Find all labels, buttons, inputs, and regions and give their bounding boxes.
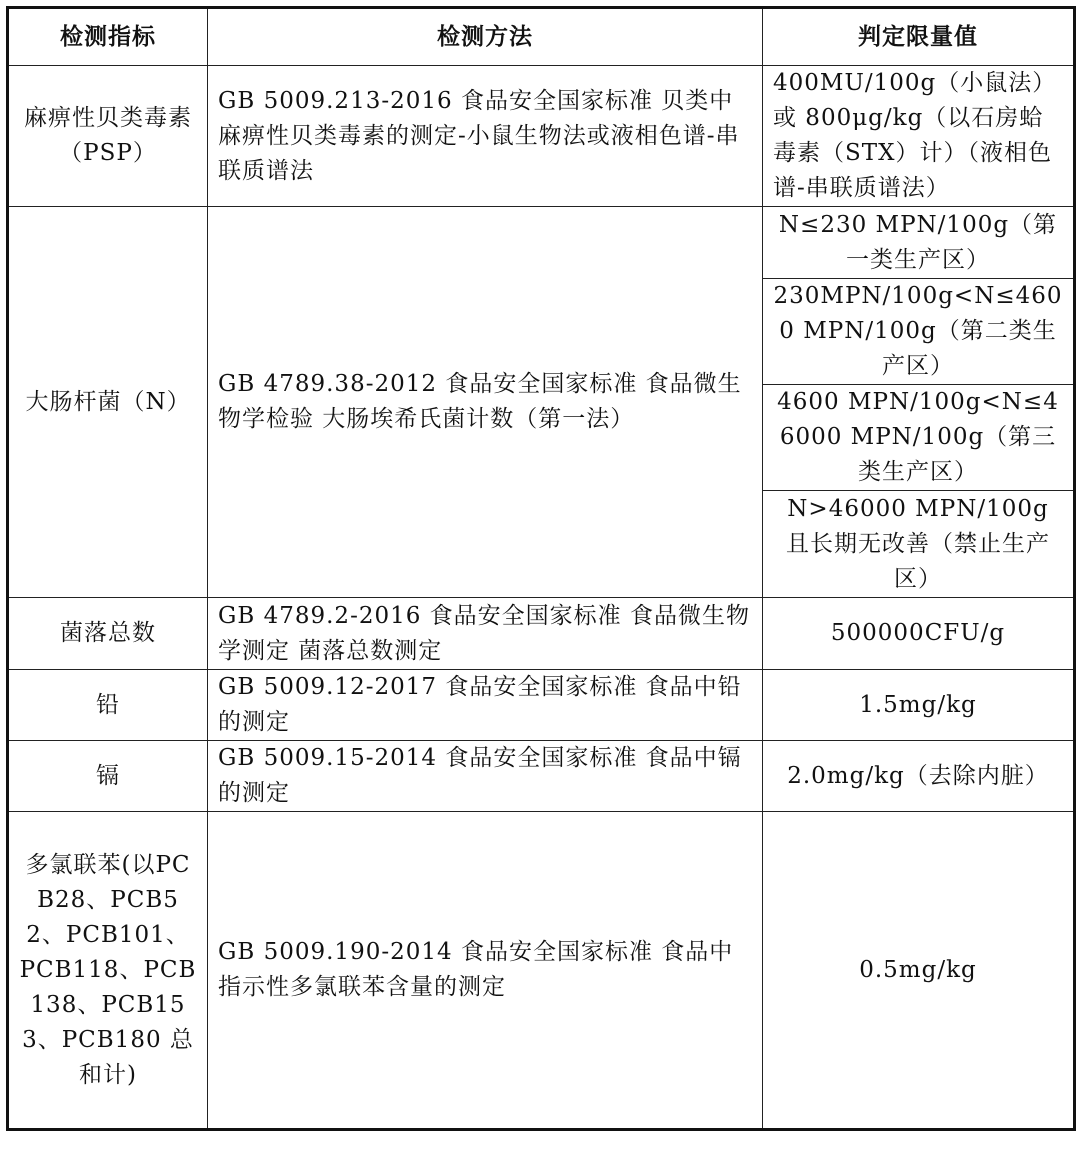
indicator-cell: 菌落总数 <box>8 598 208 670</box>
header-limit: 判定限量值 <box>763 8 1075 66</box>
table-row-pcb <box>8 812 1075 1130</box>
limit-cell-class-4: N>46000 MPN/100g 且长期无改善（禁止生产区） <box>763 491 1075 598</box>
limit-cell-class-1: N≤230 MPN/100g（第一类生产区） <box>763 207 1075 279</box>
method-cell: GB 5009.190-2014 食品安全国家标准 食品中指示性多氯联苯含量的测定 <box>208 812 763 1130</box>
limit-cell: 500000CFU/g <box>763 598 1075 670</box>
indicator-cell: 镉 <box>8 741 208 812</box>
table-row-colony <box>8 598 1075 670</box>
table-row-cadmium <box>8 741 1075 812</box>
indicator-cell: 大肠杆菌（N） <box>8 207 208 598</box>
limit-cell-class-3: 4600 MPN/100g<N≤46000 MPN/100g（第三类生产区） <box>763 385 1075 491</box>
indicator-cell: 麻痹性贝类毒素（PSP） <box>8 66 208 207</box>
table-row-psp <box>8 66 1075 207</box>
method-cell: GB 5009.15-2014 食品安全国家标准 食品中镉的测定 <box>208 741 763 812</box>
limit-cell: 1.5mg/kg <box>763 670 1075 741</box>
indicator-cell: 多氯联苯(以PCB28、PCB52、PCB101、PCB118、PCB138、PCB153、PCB180 总和计) <box>8 812 208 1130</box>
table-row-coliform <box>8 207 1075 279</box>
method-cell: GB 4789.2-2016 食品安全国家标准 食品微生物学测定 菌落总数测定 <box>208 598 763 670</box>
limit-cell: 400MU/100g（小鼠法）或 800μg/kg（以石房蛤毒素（STX）计）（液相色谱-串联质谱法） <box>763 66 1075 207</box>
method-cell: GB 5009.213-2016 食品安全国家标准 贝类中麻痹性贝类毒素的测定-小鼠生物法或液相色谱-串联质谱法 <box>208 66 763 207</box>
limit-cell: 2.0mg/kg（去除内脏） <box>763 741 1075 812</box>
limit-cell-class-2: 230MPN/100g<N≤4600 MPN/100g（第二类生产区） <box>763 279 1075 385</box>
standards-table <box>6 6 1076 1131</box>
table-row-lead <box>8 670 1075 741</box>
header-indicator: 检测指标 <box>8 8 208 66</box>
method-cell: GB 5009.12-2017 食品安全国家标准 食品中铅的测定 <box>208 670 763 741</box>
indicator-cell: 铅 <box>8 670 208 741</box>
header-row <box>8 8 1075 66</box>
header-method: 检测方法 <box>208 8 763 66</box>
method-cell: GB 4789.38-2012 食品安全国家标准 食品微生物学检验 大肠埃希氏菌计数（第一法） <box>208 207 763 598</box>
limit-cell: 0.5mg/kg <box>763 812 1075 1130</box>
